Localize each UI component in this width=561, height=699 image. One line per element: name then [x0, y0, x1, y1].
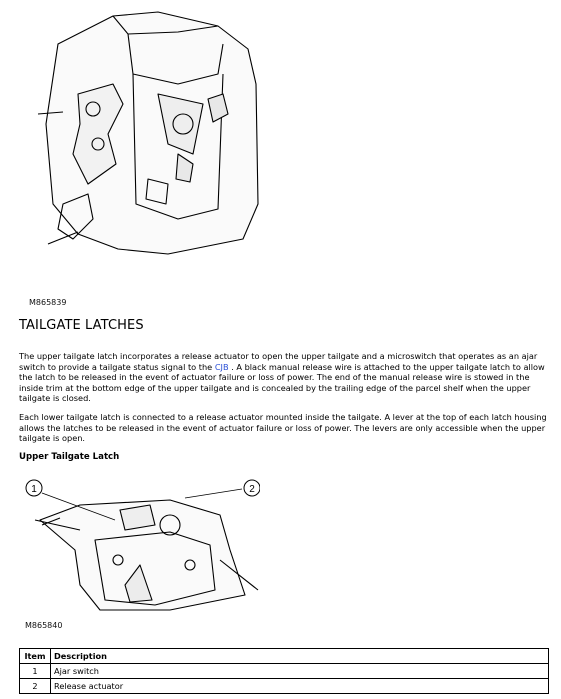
header-item: Item	[20, 649, 51, 664]
callout-1-label: 1	[31, 484, 37, 495]
section-title: TAILGATE LATCHES	[19, 318, 144, 333]
table-row	[20, 664, 549, 679]
callout-2-label: 2	[249, 484, 255, 495]
subsection-title: Upper Tailgate Latch	[19, 452, 120, 462]
table-header-row	[20, 649, 549, 664]
paragraph-2: Each lower tailgate latch is connected to a release actuator mounted inside the tailgate. A lever at the top of each latch housing allows the latches to be released in the event of actuator failure or loss of power. The levers are only accessible when the upper tailgate is open.	[19, 412, 547, 444]
cell-description: Ajar switch	[51, 664, 549, 679]
figure-code: M865840	[25, 621, 63, 630]
header-description: Description	[51, 649, 549, 664]
cell-description: Release actuator	[51, 679, 549, 694]
cell-item: 2	[20, 679, 51, 694]
paragraph-1: The upper tailgate latch incorporates a release actuator to open the upper tailgate and a microswitch that operates as an ajar switch to provide a tailgate status signal to the CJB . A black manual release wire is attached to the upper tailgate latch to allow the latch to be released in the event of actuator failure or loss of power. The end of the manual release wire is stowed in the inside trim at the bottom edge of the upper tailgate and is concealed by the trailing edge of the parcel shelf when the upper tailgate is closed.	[19, 351, 545, 404]
upper-tailgate-latch-illustration	[20, 470, 260, 620]
upper-latch-illustration	[18, 4, 273, 264]
legend-table	[19, 648, 549, 694]
cjb-link[interactable]: CJB	[214, 361, 229, 372]
table-row	[20, 679, 549, 694]
figure-code: M865839	[29, 298, 67, 307]
cell-item: 1	[20, 664, 51, 679]
